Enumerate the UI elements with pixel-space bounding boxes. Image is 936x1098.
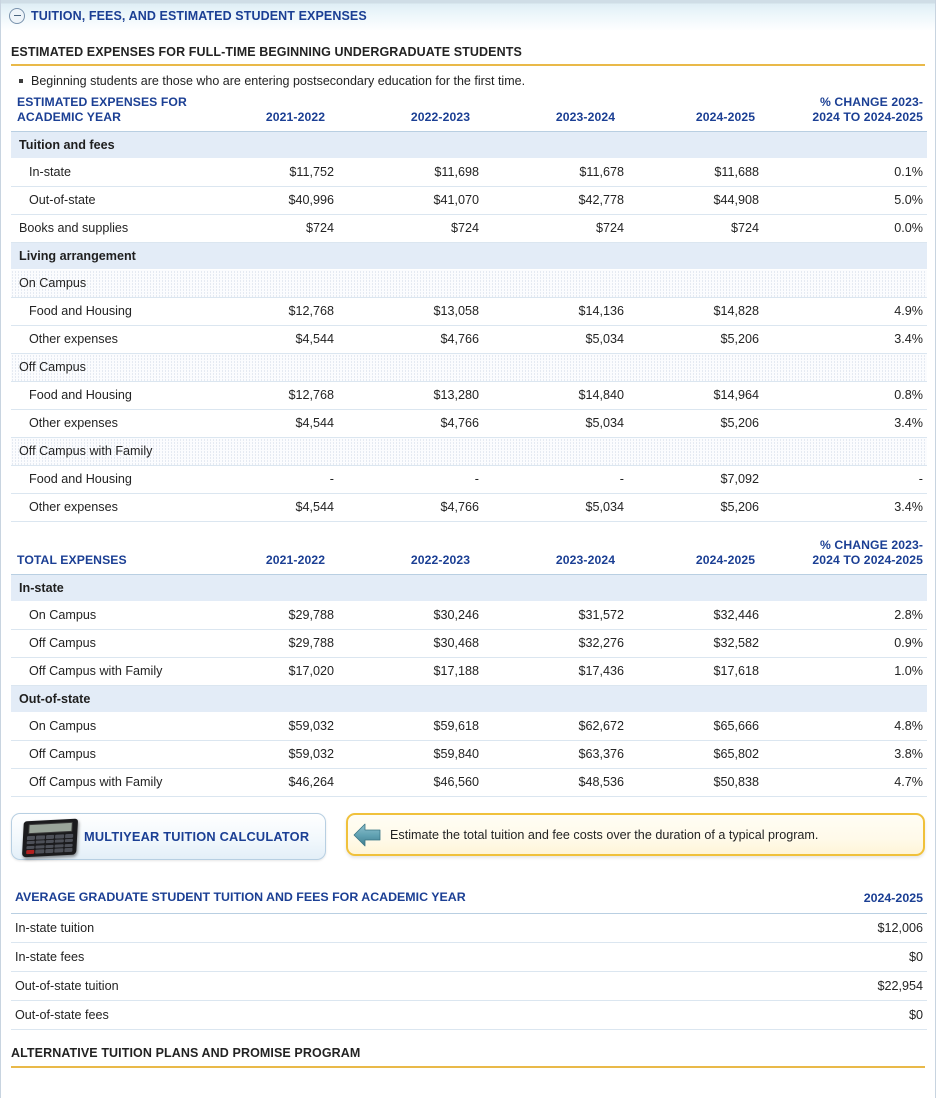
list-item — [11, 73, 925, 89]
calculator-tip-text: Estimate the total tuition and fee costs over the duration of a typical program. — [390, 827, 819, 842]
row-label: Off Campus with Family — [11, 658, 223, 686]
row-value: $59,032 — [223, 741, 368, 769]
row-value: $62,672 — [513, 713, 658, 741]
row-value: $59,840 — [368, 741, 513, 769]
row-value: $32,276 — [513, 630, 658, 658]
row-label: Food and Housing — [11, 382, 223, 410]
row-value: $41,070 — [368, 187, 513, 215]
table-group-row — [11, 132, 927, 159]
table-header-row — [11, 89, 927, 132]
row-value: $5,206 — [658, 326, 793, 354]
row-label: Off Campus with Family — [11, 769, 223, 797]
row-value: $65,666 — [658, 713, 793, 741]
column-header-total-2023-2024: 2023-2024 — [513, 532, 658, 575]
table-row — [11, 298, 927, 326]
row-pct-change: 0.8% — [793, 382, 927, 410]
total-expenses-table — [11, 532, 927, 797]
multiyear-tuition-calculator-button[interactable] — [11, 813, 326, 860]
group-label: Tuition and fees — [11, 132, 927, 159]
row-label: Food and Housing — [11, 298, 223, 326]
arrow-left-icon — [352, 822, 382, 848]
table-row — [11, 187, 927, 215]
row-value: $30,468 — [368, 630, 513, 658]
estimated-expenses-thead — [11, 89, 927, 132]
bullet-square-icon — [19, 79, 23, 83]
graduate-header-label: AVERAGE GRADUATE STUDENT TUITION AND FEES FOR ACADEMIC YEAR — [11, 886, 751, 914]
row-pct-change: 0.1% — [793, 159, 927, 187]
table-group-row — [11, 243, 927, 270]
total-expenses-thead — [11, 532, 927, 575]
column-header-2022-2023: 2022-2023 — [368, 89, 513, 132]
row-value: $22,954 — [751, 972, 927, 1001]
row-value: $12,006 — [751, 914, 927, 943]
column-header-2023-2024: 2023-2024 — [513, 89, 658, 132]
table-row — [11, 382, 927, 410]
table-row — [11, 769, 927, 797]
row-label: Out-of-state — [11, 187, 223, 215]
row-value: $30,246 — [368, 602, 513, 630]
subgroup-label: Off Campus — [11, 354, 927, 382]
row-value: $46,264 — [223, 769, 368, 797]
column-header-2021-2022: 2021-2022 — [223, 89, 368, 132]
row-value: $5,034 — [513, 326, 658, 354]
table-row — [11, 713, 927, 741]
table-row — [11, 658, 927, 686]
row-value: $0 — [751, 943, 927, 972]
row-value: $50,838 — [658, 769, 793, 797]
table-row — [11, 630, 927, 658]
table-row — [11, 326, 927, 354]
subgroup-label: On Campus — [11, 270, 927, 298]
table-row — [11, 914, 927, 943]
row-value: $42,778 — [513, 187, 658, 215]
row-value: $63,376 — [513, 741, 658, 769]
column-header-pct-change: % CHANGE 2023-2024 TO 2024-2025 — [793, 89, 927, 132]
table-row — [11, 494, 927, 522]
row-pct-change: 4.8% — [793, 713, 927, 741]
table-group-row — [11, 575, 927, 602]
table-row — [11, 215, 927, 243]
table-row — [11, 1001, 927, 1030]
row-label: Out-of-state tuition — [11, 972, 751, 1001]
row-value: $724 — [513, 215, 658, 243]
row-value: $17,618 — [658, 658, 793, 686]
row-value: $5,206 — [658, 494, 793, 522]
graduate-table-body — [11, 914, 927, 1030]
row-value: $65,802 — [658, 741, 793, 769]
table-row — [11, 602, 927, 630]
row-value: $17,020 — [223, 658, 368, 686]
alternative-plans-heading: ALTERNATIVE TUITION PLANS AND PROMISE PROGRAM — [11, 1046, 361, 1060]
undergrad-heading: ESTIMATED EXPENSES FOR FULL-TIME BEGINNING UNDERGRADUATE STUDENTS — [11, 45, 522, 59]
row-value: $31,572 — [513, 602, 658, 630]
table-header-row — [11, 532, 927, 575]
column-header-2024-2025: 2024-2025 — [658, 89, 793, 132]
table-row — [11, 741, 927, 769]
row-label: Off Campus — [11, 741, 223, 769]
row-value: $48,536 — [513, 769, 658, 797]
estimated-expenses-body — [11, 132, 927, 522]
row-pct-change: 0.9% — [793, 630, 927, 658]
group-label: Out-of-state — [11, 686, 927, 713]
row-value: $11,688 — [658, 159, 793, 187]
row-pct-change: 1.0% — [793, 658, 927, 686]
row-value: $29,788 — [223, 630, 368, 658]
row-value: $17,436 — [513, 658, 658, 686]
row-value: $7,092 — [658, 466, 793, 494]
undergrad-note-list — [11, 73, 925, 89]
row-pct-change: 0.0% — [793, 215, 927, 243]
row-label: Books and supplies — [11, 215, 223, 243]
total-expenses-body — [11, 575, 927, 797]
subgroup-label: Off Campus with Family — [11, 438, 927, 466]
graduate-tuition-table — [11, 886, 927, 1030]
column-header-total-2021-2022: 2021-2022 — [223, 532, 368, 575]
row-label: Other expenses — [11, 494, 223, 522]
table-subgroup-row — [11, 438, 927, 466]
row-value: $724 — [658, 215, 793, 243]
column-header-total-category: TOTAL EXPENSES — [11, 532, 223, 575]
row-value: $5,206 — [658, 410, 793, 438]
row-value: $59,618 — [368, 713, 513, 741]
row-label: Out-of-state fees — [11, 1001, 751, 1030]
column-header-total-2022-2023: 2022-2023 — [368, 532, 513, 575]
calculator-button-label: MULTIYEAR TUITION CALCULATOR — [84, 829, 310, 844]
row-value: $32,446 — [658, 602, 793, 630]
row-label: On Campus — [11, 713, 223, 741]
row-label: Other expenses — [11, 326, 223, 354]
row-value: $4,766 — [368, 494, 513, 522]
row-value: $4,544 — [223, 494, 368, 522]
row-value: $724 — [368, 215, 513, 243]
undergrad-gold-divider — [11, 64, 925, 66]
row-value: $4,544 — [223, 326, 368, 354]
row-value: $14,840 — [513, 382, 658, 410]
table-row — [11, 943, 927, 972]
row-pct-change: 2.8% — [793, 602, 927, 630]
row-pct-change: 4.9% — [793, 298, 927, 326]
group-label: Living arrangement — [11, 243, 927, 270]
row-value: $5,034 — [513, 494, 658, 522]
row-value: $14,136 — [513, 298, 658, 326]
row-value: $14,964 — [658, 382, 793, 410]
table-group-row — [11, 686, 927, 713]
section-title: TUITION, FEES, AND ESTIMATED STUDENT EXPENSES — [31, 8, 367, 23]
minus-circle-icon[interactable] — [9, 8, 25, 24]
group-label: In-state — [11, 575, 927, 602]
alternative-plans-gold-divider — [11, 1066, 925, 1068]
row-value: $40,996 — [223, 187, 368, 215]
row-value: $11,752 — [223, 159, 368, 187]
table-row — [11, 159, 927, 187]
row-value: $13,280 — [368, 382, 513, 410]
column-header-total-pct-change: % CHANGE 2023-2024 TO 2024-2025 — [793, 532, 927, 575]
row-value: - — [368, 466, 513, 494]
row-label: Food and Housing — [11, 466, 223, 494]
row-value: $32,582 — [658, 630, 793, 658]
row-value: $17,188 — [368, 658, 513, 686]
row-value: - — [223, 466, 368, 494]
row-value: $29,788 — [223, 602, 368, 630]
table-header-row — [11, 886, 927, 914]
row-value: - — [513, 466, 658, 494]
row-value: $724 — [223, 215, 368, 243]
row-value: $12,768 — [223, 382, 368, 410]
row-pct-change: 3.4% — [793, 494, 927, 522]
row-value: $5,034 — [513, 410, 658, 438]
row-value: $4,544 — [223, 410, 368, 438]
row-value: $13,058 — [368, 298, 513, 326]
row-value: $11,678 — [513, 159, 658, 187]
column-header-category: ESTIMATED EXPENSES FOR ACADEMIC YEAR — [11, 89, 223, 132]
row-value: $44,908 — [658, 187, 793, 215]
row-label: Other expenses — [11, 410, 223, 438]
table-row — [11, 466, 927, 494]
row-pct-change: 3.4% — [793, 410, 927, 438]
column-header-total-2024-2025: 2024-2025 — [658, 532, 793, 575]
row-label: In-state tuition — [11, 914, 751, 943]
row-label: Off Campus — [11, 630, 223, 658]
row-pct-change: 3.4% — [793, 326, 927, 354]
row-value: $4,766 — [368, 410, 513, 438]
row-value: $0 — [751, 1001, 927, 1030]
row-pct-change: 3.8% — [793, 741, 927, 769]
row-value: $12,768 — [223, 298, 368, 326]
estimated-expenses-table — [11, 89, 927, 522]
table-row — [11, 972, 927, 1001]
undergrad-note-text: Beginning students are those who are entering postsecondary education for the first time. — [31, 74, 526, 88]
section-header-bar[interactable] — [1, 0, 935, 31]
calculator-icon — [15, 808, 83, 860]
row-value: $11,698 — [368, 159, 513, 187]
calculator-row — [11, 813, 925, 860]
row-pct-change: 5.0% — [793, 187, 927, 215]
graduate-header-year: 2024-2025 — [751, 886, 927, 914]
row-value: $46,560 — [368, 769, 513, 797]
row-value: $14,828 — [658, 298, 793, 326]
table-subgroup-row — [11, 270, 927, 298]
table-subgroup-row — [11, 354, 927, 382]
table-row — [11, 410, 927, 438]
row-pct-change: 4.7% — [793, 769, 927, 797]
calculator-tip-box — [346, 813, 925, 856]
graduate-thead — [11, 886, 927, 914]
row-value: $4,766 — [368, 326, 513, 354]
row-label: In-state fees — [11, 943, 751, 972]
row-label: On Campus — [11, 602, 223, 630]
row-pct-change: - — [793, 466, 927, 494]
row-value: $59,032 — [223, 713, 368, 741]
row-label: In-state — [11, 159, 223, 187]
